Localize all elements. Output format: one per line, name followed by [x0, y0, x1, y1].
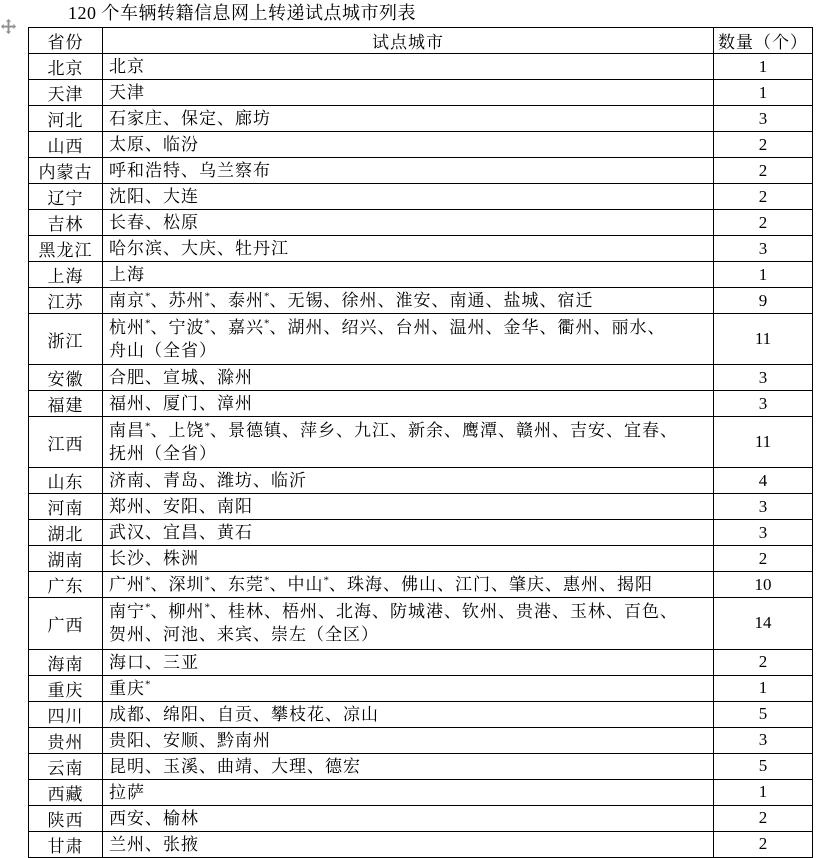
cities-cell: 北京 [103, 54, 714, 80]
table-row [29, 727, 813, 753]
province-cell: 陕西 [29, 805, 103, 831]
table-row [29, 520, 813, 546]
count-cell: 1 [714, 675, 813, 701]
header-province: 省份 [29, 28, 103, 54]
province-cell: 内蒙古 [29, 158, 103, 184]
cities-cell: 拉萨 [103, 779, 714, 805]
count-cell: 2 [714, 210, 813, 236]
cities-cell: 沈阳、大连 [103, 184, 714, 210]
table-row [29, 649, 813, 675]
province-cell: 北京 [29, 54, 103, 80]
pilot-cities-table [28, 27, 813, 858]
table-row [29, 494, 813, 520]
count-cell: 1 [714, 262, 813, 288]
count-cell: 2 [714, 132, 813, 158]
table-header-row [29, 28, 813, 54]
count-cell: 3 [714, 236, 813, 262]
cities-cell: 长沙、株洲 [103, 546, 714, 572]
table-row [29, 468, 813, 494]
cities-cell: 长春、松原 [103, 210, 714, 236]
table-row [29, 314, 813, 365]
table-row [29, 805, 813, 831]
table-row [29, 184, 813, 210]
province-cell: 广西 [29, 598, 103, 649]
cities-cell: 重庆* [103, 675, 714, 701]
table-row [29, 675, 813, 701]
cities-cell: 济南、青岛、潍坊、临沂 [103, 468, 714, 494]
count-cell: 3 [714, 520, 813, 546]
province-cell: 湖北 [29, 520, 103, 546]
cities-cell: 呼和浩特、乌兰察布 [103, 158, 714, 184]
count-cell: 1 [714, 779, 813, 805]
province-cell: 山东 [29, 468, 103, 494]
table-move-handle-icon[interactable] [1, 19, 16, 34]
cities-cell: 太原、临汾 [103, 132, 714, 158]
table-row [29, 365, 813, 391]
cities-cell: 石家庄、保定、廊坊 [103, 106, 714, 132]
province-cell: 辽宁 [29, 184, 103, 210]
province-cell: 天津 [29, 80, 103, 106]
cities-cell: 贵阳、安顺、黔南州 [103, 727, 714, 753]
province-cell: 河北 [29, 106, 103, 132]
count-cell: 3 [714, 365, 813, 391]
province-cell: 四川 [29, 701, 103, 727]
count-cell: 2 [714, 805, 813, 831]
table-row [29, 391, 813, 417]
cities-cell: 昆明、玉溪、曲靖、大理、德宏 [103, 753, 714, 779]
province-cell: 福建 [29, 391, 103, 417]
table-row [29, 106, 813, 132]
count-cell: 1 [714, 80, 813, 106]
province-cell: 西藏 [29, 779, 103, 805]
cities-cell: 南宁*、柳州*、桂林、梧州、北海、防城港、钦州、贵港、玉林、百色、 贺州、河池、来宾、崇左（全区） [103, 598, 714, 649]
count-cell: 4 [714, 468, 813, 494]
table-row [29, 80, 813, 106]
count-cell: 1 [714, 54, 813, 80]
table-row [29, 262, 813, 288]
cities-cell: 郑州、安阳、南阳 [103, 494, 714, 520]
count-cell: 9 [714, 288, 813, 314]
province-cell: 广东 [29, 572, 103, 598]
province-cell: 吉林 [29, 210, 103, 236]
count-cell: 3 [714, 106, 813, 132]
cities-cell: 海口、三亚 [103, 649, 714, 675]
table-row [29, 598, 813, 649]
count-cell: 3 [714, 494, 813, 520]
header-count: 数量（个） [714, 28, 813, 54]
province-cell: 浙江 [29, 314, 103, 365]
cities-cell: 成都、绵阳、自贡、攀枝花、凉山 [103, 701, 714, 727]
count-cell: 10 [714, 572, 813, 598]
table-row [29, 831, 813, 857]
cities-cell: 南京*、苏州*、泰州*、无锡、徐州、淮安、南通、盐城、宿迁 [103, 288, 714, 314]
count-cell: 3 [714, 391, 813, 417]
province-cell: 江西 [29, 417, 103, 468]
cities-cell: 南昌*、上饶*、景德镇、萍乡、九江、新余、鹰潭、赣州、吉安、宜春、 抚州（全省） [103, 417, 714, 468]
province-cell: 河南 [29, 494, 103, 520]
table-row [29, 158, 813, 184]
table-row [29, 546, 813, 572]
cities-cell: 杭州*、宁波*、嘉兴*、湖州、绍兴、台州、温州、金华、衢州、丽水、 舟山（全省） [103, 314, 714, 365]
cities-cell: 哈尔滨、大庆、牡丹江 [103, 236, 714, 262]
cities-cell: 兰州、张掖 [103, 831, 714, 857]
cities-cell: 西安、榆林 [103, 805, 714, 831]
count-cell: 5 [714, 753, 813, 779]
cities-cell: 合肥、宣城、滁州 [103, 365, 714, 391]
province-cell: 黑龙江 [29, 236, 103, 262]
province-cell: 云南 [29, 753, 103, 779]
cities-cell: 天津 [103, 80, 714, 106]
count-cell: 2 [714, 184, 813, 210]
province-cell: 山西 [29, 132, 103, 158]
count-cell: 5 [714, 701, 813, 727]
province-cell: 重庆 [29, 675, 103, 701]
province-cell: 湖南 [29, 546, 103, 572]
count-cell: 2 [714, 831, 813, 857]
province-cell: 贵州 [29, 727, 103, 753]
table-row [29, 753, 813, 779]
province-cell: 海南 [29, 649, 103, 675]
table-row [29, 572, 813, 598]
cities-cell: 武汉、宜昌、黄石 [103, 520, 714, 546]
count-cell: 11 [714, 417, 813, 468]
header-pilot-cities: 试点城市 [103, 28, 714, 54]
count-cell: 14 [714, 598, 813, 649]
count-cell: 2 [714, 158, 813, 184]
table-row [29, 701, 813, 727]
table-row [29, 417, 813, 468]
province-cell: 上海 [29, 262, 103, 288]
count-cell: 11 [714, 314, 813, 365]
province-cell: 江苏 [29, 288, 103, 314]
document-title: 120 个车辆转籍信息网上转递试点城市列表 [68, 3, 416, 23]
table-row [29, 288, 813, 314]
table-row [29, 779, 813, 805]
cities-cell: 福州、厦门、漳州 [103, 391, 714, 417]
table-row [29, 54, 813, 80]
table-row [29, 210, 813, 236]
table-row [29, 236, 813, 262]
count-cell: 3 [714, 727, 813, 753]
count-cell: 2 [714, 546, 813, 572]
province-cell: 安徽 [29, 365, 103, 391]
province-cell: 甘肃 [29, 831, 103, 857]
count-cell: 2 [714, 649, 813, 675]
table-row [29, 132, 813, 158]
cities-cell: 上海 [103, 262, 714, 288]
cities-cell: 广州*、深圳*、东莞*、中山*、珠海、佛山、江门、肇庆、惠州、揭阳 [103, 572, 714, 598]
